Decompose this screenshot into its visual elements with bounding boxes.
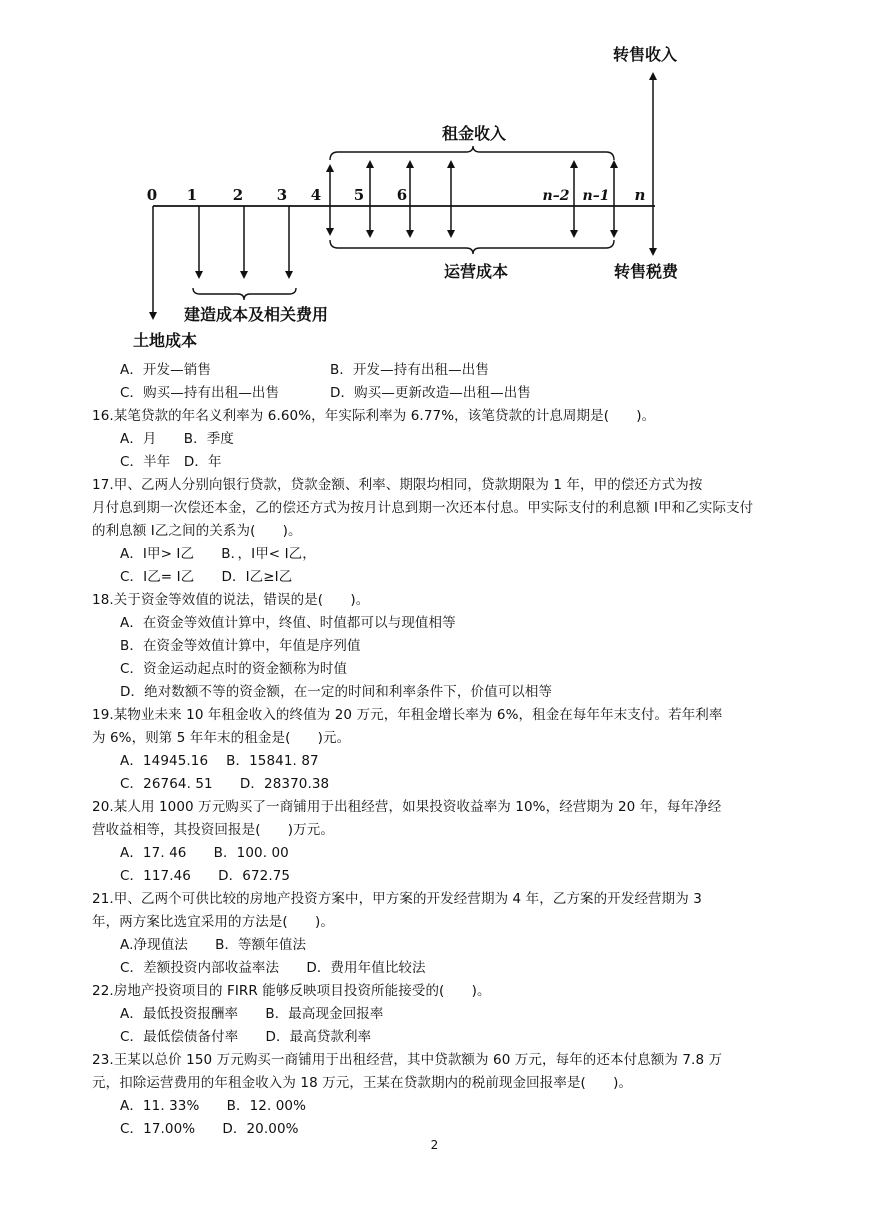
rent-income-label: 租金收入 bbox=[441, 124, 507, 143]
option-line: C．资金运动起点时的资金额称为时值 bbox=[120, 661, 348, 677]
question-19: 19.某物业未来 10 年租金收入的终值为 20 万元，年租金增长率为 6%，租金在每年年末支付。若年利率 bbox=[92, 707, 723, 723]
option-line: B．开发—持有出租—出售 bbox=[330, 362, 489, 378]
question-continuation: 年，两方案比选宜采用的方法是( )。 bbox=[92, 914, 334, 930]
point-label-3: 3 bbox=[276, 186, 288, 204]
option-line: D．绝对数额不等的资金额，在一定的时间和利率条件下，价值可以相等 bbox=[120, 684, 553, 700]
cash-flow-diagram bbox=[0, 0, 869, 360]
question-17: 17.甲、乙两人分别向银行贷款，贷款金额、利率、期限均相同，贷款期限为 1 年，甲的偿还方式为按 bbox=[92, 477, 703, 493]
option-line: A．17. 46 B．100. 00 bbox=[120, 845, 289, 861]
option-line: C．I乙= I乙 D．I乙≥I乙 bbox=[120, 569, 293, 585]
option-line: C．17.00% D．20.00% bbox=[120, 1121, 299, 1137]
point-label-6: 6 bbox=[396, 186, 408, 204]
question-continuation: 营收益相等，其投资回报是( )万元。 bbox=[92, 822, 334, 838]
option-line: D．购买—更新改造—出租—出售 bbox=[330, 385, 531, 401]
question-20: 20.某人用 1000 万元购买了一商铺用于出租经营，如果投资收益率为 10%，经营期为 20 年，每年净经 bbox=[92, 799, 722, 815]
question-23: 23.王某以总价 150 万元购买一商铺用于出租经营，其中贷款额为 60 万元，每年的还本付息额为 7.8 万 bbox=[92, 1052, 723, 1068]
point-label-2: 2 bbox=[232, 186, 244, 204]
point-label-0: 0 bbox=[146, 186, 158, 204]
construction-cost-label: 建造成本及相关费用 bbox=[183, 305, 329, 324]
point-label-n-2: n–2 bbox=[542, 188, 570, 204]
point-label-5: 5 bbox=[353, 186, 365, 204]
question-continuation: 为 6%，则第 5 年年末的租金是( )元。 bbox=[92, 730, 351, 746]
option-line: C．差额投资内部收益率法 D．费用年值比较法 bbox=[120, 960, 426, 976]
point-label-1: 1 bbox=[186, 186, 198, 204]
option-line: C．最低偿债备付率 D．最高贷款利率 bbox=[120, 1029, 372, 1045]
question-22: 22.房地产投资项目的 FIRR 能够反映项目投资所能接受的( )。 bbox=[92, 983, 491, 999]
option-line: C．半年 D．年 bbox=[120, 454, 222, 470]
option-line: A．开发—销售 bbox=[120, 362, 211, 378]
point-label-n-1: n–1 bbox=[582, 188, 610, 204]
construction-brace bbox=[193, 288, 296, 300]
operating-cost-brace bbox=[330, 240, 614, 254]
land-cost-label: 土地成本 bbox=[132, 331, 198, 350]
option-line: C．购买—持有出租—出售 bbox=[120, 385, 280, 401]
question-18: 18.关于资金等效值的说法，错误的是( )。 bbox=[92, 592, 370, 608]
question-continuation: 的利息额 I乙之间的关系为( )。 bbox=[92, 523, 302, 539]
point-label-n: n bbox=[634, 186, 646, 204]
option-line: A．11. 33% B．12. 00% bbox=[120, 1098, 307, 1114]
operating-cost-label: 运营成本 bbox=[443, 262, 509, 281]
option-line: B．在资金等效值计算中，年值是序列值 bbox=[120, 638, 361, 654]
question-21: 21.甲、乙两个可供比较的房地产投资方案中，甲方案的开发经营期为 4 年，乙方案的开发经营期为 3 bbox=[92, 891, 702, 907]
question-continuation: 月付息到期一次偿还本金，乙的偿还方式为按月计息到期一次还本付息。甲实际支付的利息额 I甲和乙实际支付 bbox=[92, 500, 754, 516]
option-line: A．I甲> I乙 B．，I甲< I乙， bbox=[120, 546, 316, 562]
resale-income-label: 转售收入 bbox=[612, 45, 678, 64]
question-16: 16.某笔贷款的年名义利率为 6.60%，年实际利率为 6.77%，该笔贷款的计息周期是( )。 bbox=[92, 408, 656, 424]
option-line: A．最低投资报酬率 B．最高现金回报率 bbox=[120, 1006, 384, 1022]
point-label-4: 4 bbox=[310, 186, 322, 204]
option-line: C．26764. 51 D．28370.38 bbox=[120, 776, 330, 792]
rent-income-brace bbox=[330, 146, 614, 160]
option-line: A．在资金等效值计算中，终值、时值都可以与现值相等 bbox=[120, 615, 456, 631]
resale-tax-label: 转售税费 bbox=[613, 262, 679, 281]
option-line: A.净现值法 B．等额年值法 bbox=[120, 937, 307, 953]
option-line: A．14945.16 B．15841. 87 bbox=[120, 753, 319, 769]
question-continuation: 元，扣除运营费用的年租金收入为 18 万元，王某在贷款期内的税前现金回报率是( )。 bbox=[92, 1075, 633, 1091]
option-line: C．117.46 D．672.75 bbox=[120, 868, 291, 884]
option-line: A．月 B．季度 bbox=[120, 431, 234, 447]
page-number: 2 bbox=[430, 1138, 439, 1152]
